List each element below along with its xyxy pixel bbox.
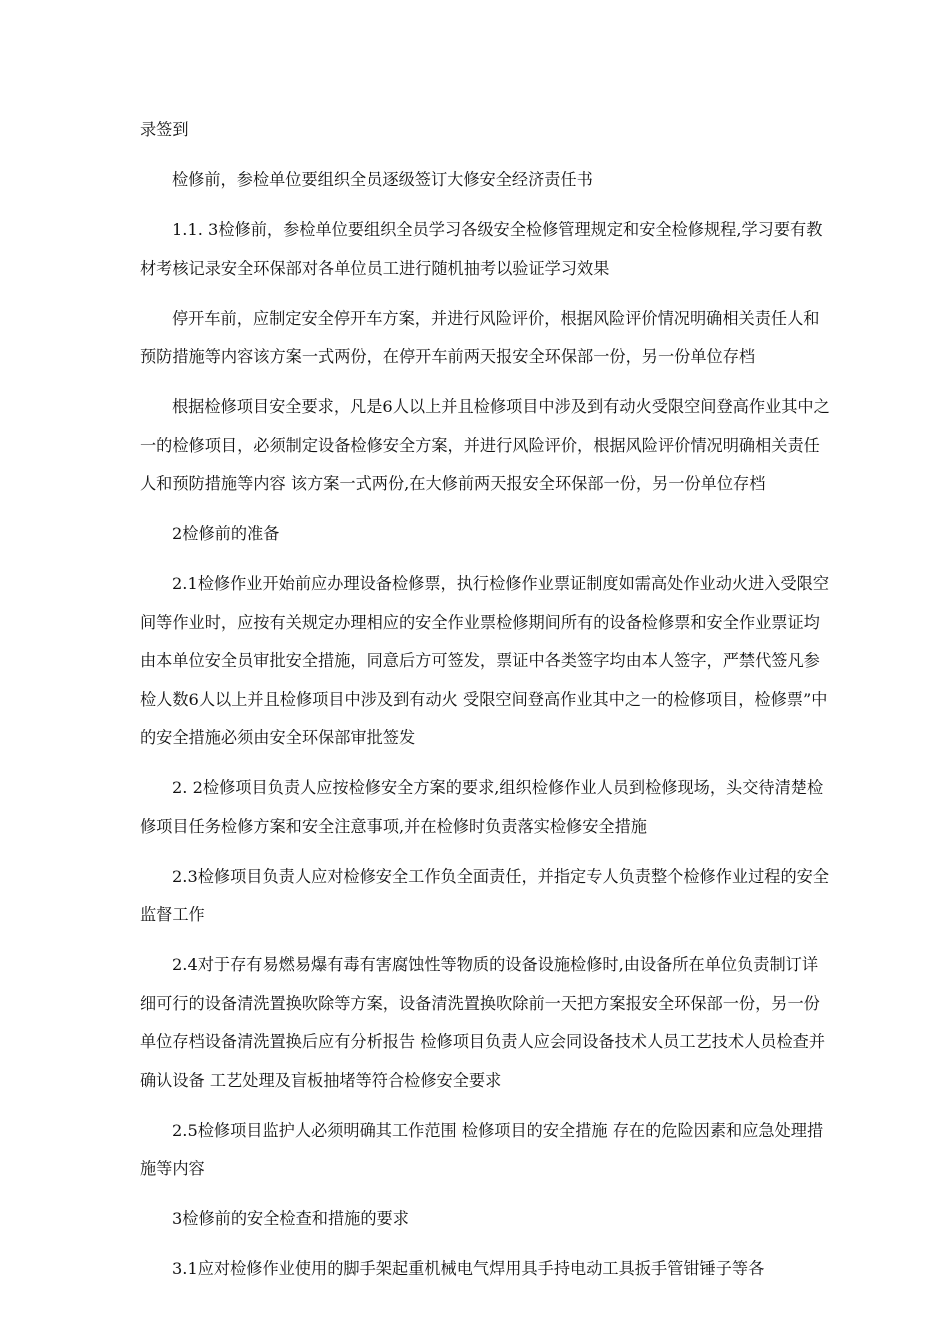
paragraph-2-4: 2.4对于存有易燃易爆有毒有害腐蚀性等物质的设备设施检修时,由设备所在单位负责制订详细可行的设备清洗置换吹除等方案，设备清洗置换吹除前一天把方案报安全环保部一份，另一份单位存档设备清洗置换后应有分析报告 检修项目负责人应会同设备技术人员工艺技术人员检查并确认设备 工艺处理及盲板抽堵等符合检修安全要求 [140, 955, 826, 1090]
paragraph-1-1-3: 1.1. 3检修前，参检单位要组织全员学习各级安全检修管理规定和安全检修规程,学习要有教材考核记录安全环保部对各单位员工进行随机抽考以验证学习效果 [140, 220, 823, 278]
paragraph-shutdown-plan: 停开车前，应制定安全停开车方案，并进行风险评价，根据风险评价情况明确相关责任人和预防措施等内容该方案一式两份，在停开车前两天报安全环保部一份，另一份单位存档 [140, 308, 820, 366]
document-body [140, 111, 830, 1300]
paragraph-2-2: 2. 2检修项目负责人应按检修安全方案的要求,组织检修作业人员到检修现场，头交待清楚检修项目任务检修方案和安全注意事项,并在检修时负责落实检修安全措施 [140, 778, 824, 836]
paragraph-responsibility-letter: 检修前，参检单位要组织全员逐级签订大修安全经济责任书 [172, 170, 593, 189]
paragraph-continuation: 录签到 [140, 120, 189, 139]
paragraph-3-1: 3.1应对检修作业使用的脚手架起重机械电气焊用具手持电动工具扳手管钳锤子等各 [172, 1259, 765, 1278]
paragraph-maintenance-plan: 根据检修项目安全要求，凡是6人以上并且检修项目中涉及到有动火受限空间登高作业其中之一的检修项目，必须制定设备检修安全方案，并进行风险评价，根据风险评价情况明确相关责任人和预防措施等内容 该方案一式两份,在大修前两天报安全环保部一份，另一份单位存档 [140, 397, 830, 493]
paragraph-2-1: 2.1检修作业开始前应办理设备检修票，执行检修作业票证制度如需高处作业动火进入受限空间等作业时，应按有关规定办理相应的安全作业票检修期间所有的设备检修票和安全作业票证均由本单位安全员审批安全措施，同意后方可签发，票证中各类签字均由本人签字，严禁代签凡参检人数6人以上并且检修项目中涉及到有动火 受限空间登高作业其中之一的检修项目，检修票”中的安全措施必须由安全环保部审批签发 [140, 574, 830, 747]
paragraph-2-5: 2.5检修项目监护人必须明确其工作范围 检修项目的安全措施 存在的危险因素和应急处理措施等内容 [140, 1120, 824, 1178]
section-heading-3: 3检修前的安全检查和措施的要求 [172, 1209, 409, 1228]
paragraph-2-3: 2.3检修项目负责人应对检修安全工作负全面责任，并指定专人负责整个检修作业过程的安全监督工作 [140, 866, 830, 924]
section-heading-2: 2检修前的准备 [172, 524, 280, 543]
